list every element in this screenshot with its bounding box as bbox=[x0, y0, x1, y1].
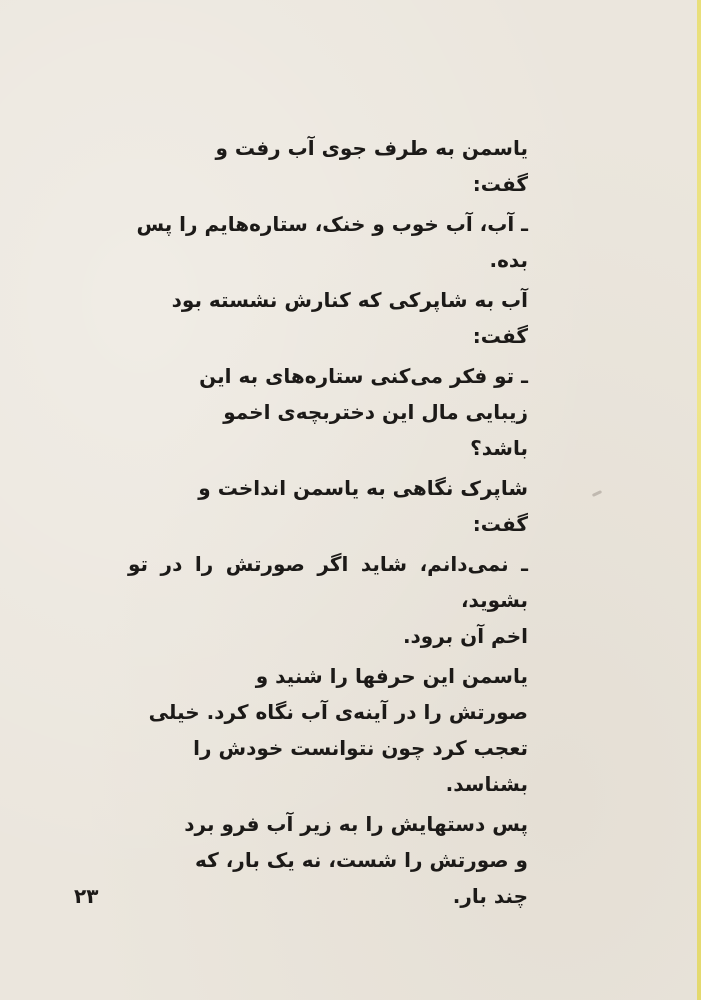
paragraph-7: یاسمن این حرفها را شنید و صورتش را در آینه‌ی آب نگاه کرد. خیلی تعجب کرد چون نتوانست خودش را بشناسد. bbox=[148, 664, 528, 796]
paragraph-1: یاسمن به طرف جوی آب رفت و گفت: bbox=[215, 136, 528, 196]
paragraph-5: شاپرک نگاهی به یاسمن انداخت و گفت: bbox=[198, 476, 528, 536]
paragraph-2: ـ آب، آب خوب و خنک، ستاره‌هایم را پس بده. bbox=[136, 212, 528, 272]
story-text bbox=[128, 130, 528, 918]
page-edge-strip bbox=[697, 0, 701, 1000]
page-number: ۲۳ bbox=[74, 884, 99, 908]
paragraph-6: ـ نمی‌دانم، شاید اگر صورتش را در تو بشوید، اخم آن برود. bbox=[128, 552, 528, 648]
paragraph-3: آب به شاپرکی که کنارش نشسته بود گفت: bbox=[171, 288, 528, 348]
paragraph-4: ـ تو فکر می‌کنی ستاره‌های به این زیبایی مال این دختربچه‌ی اخمو باشد؟ bbox=[199, 364, 528, 460]
paragraph-8: پس دستهایش را به زیر آب فرو برد و صورتش را شست، نه یک بار، که چند بار. bbox=[184, 812, 528, 908]
paper-speck bbox=[592, 490, 602, 497]
